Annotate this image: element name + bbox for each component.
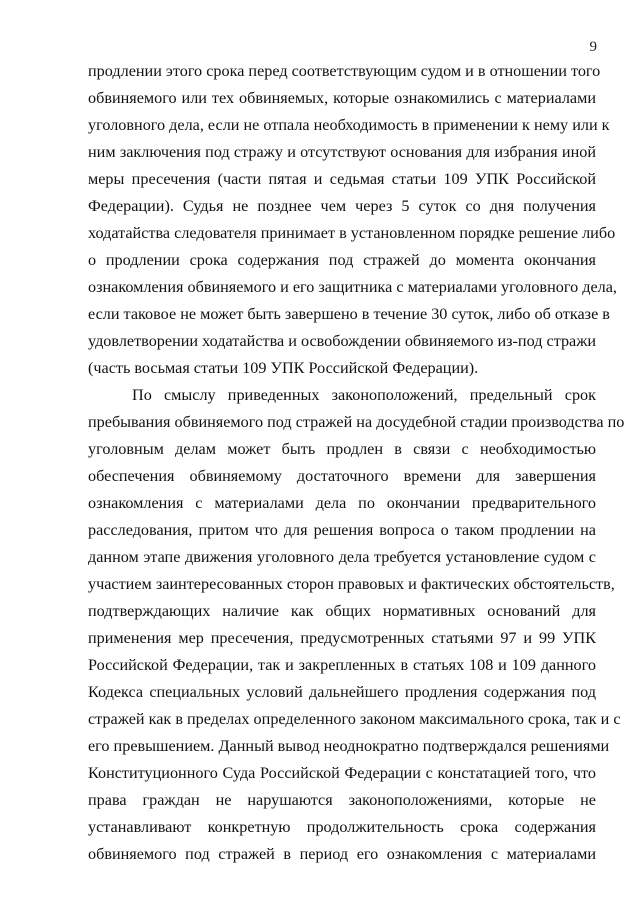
text-line: стражей как в пределах определенного законом максимального срока, так и с — [88, 710, 621, 728]
text-line: обвиняемого или тех обвиняемых, которые ознакомились с материалами — [88, 89, 596, 107]
paragraph-1 — [88, 58, 617, 382]
text-line: Федерации). Судья не позднее чем через 5 суток со дня получения — [88, 197, 596, 215]
text-line: продлении этого срока перед соответствующим судом и в отношении того — [88, 62, 601, 80]
text-line: Кодекса специальных условий дальнейшего продления содержания под — [88, 683, 596, 701]
text-line: ознакомления обвиняемого и его защитника с материалами уголовного дела, — [88, 278, 617, 296]
text-line: меры пресечения (части пятая и седьмая статьи 109 УПК Российской — [88, 170, 596, 188]
text-line: Российской Федерации, так и закрепленных в статьях 108 и 109 данного — [88, 656, 596, 674]
text-line: участием заинтересованных сторон правовых и фактических обстоятельств, — [88, 575, 615, 593]
text-line: данном этапе движения уголовного дела требуется установление судом с — [88, 548, 596, 566]
text-line: устанавливают конкретную продолжительность срока содержания — [88, 818, 596, 836]
text-line: уголовным делам может быть продлен в связи с необходимостью — [88, 440, 596, 458]
text-line: По смыслу приведенных законоположений, предельный срок — [132, 386, 596, 404]
text-line: ходатайства следователя принимает в установленном порядке решение либо — [88, 224, 616, 242]
text-line: если таковое не может быть завершено в течение 30 суток, либо об отказе в — [88, 305, 610, 323]
text-line: ознакомления с материалами дела по окончании предварительного — [88, 494, 596, 512]
text-line: о продлении срока содержания под стражей до момента окончания — [88, 251, 596, 269]
text-line: права граждан не нарушаются законоположениями, которые не — [88, 791, 596, 809]
text-line: ним заключения под стражу и отсутствуют основания для избрания иной — [88, 143, 596, 161]
text-line: обеспечения обвиняемому достаточного времени для завершения — [88, 467, 596, 485]
text-line: (часть восьмая статьи 109 УПК Российской Федерации). — [88, 359, 479, 377]
text-line: применения мер пресечения, предусмотренных статьями 97 и 99 УПК — [88, 629, 596, 647]
text-line: подтверждающих наличие как общих нормативных оснований для — [88, 602, 596, 620]
text-line: уголовного дела, если не отпала необходимость в применении к нему или к — [88, 116, 610, 134]
text-line: расследования, притом что для решения вопроса о таком продлении на — [88, 521, 596, 539]
text-line: Конституционного Суда Российской Федерации с констатацией того, что — [88, 764, 596, 782]
text-line: обвиняемого под стражей в период его ознакомления с материалами — [88, 845, 596, 863]
text-line: удовлетворении ходатайства и освобождении обвиняемого из-под стражи — [88, 332, 597, 350]
document-body — [88, 58, 625, 868]
paragraph-2 — [88, 382, 625, 868]
text-line: его превышением. Данный вывод неоднократно подтверждался решениями — [88, 737, 610, 755]
text-line: пребывания обвиняемого под стражей на досудебной стадии производства по — [88, 413, 625, 431]
page-number: 9 — [589, 39, 597, 55]
